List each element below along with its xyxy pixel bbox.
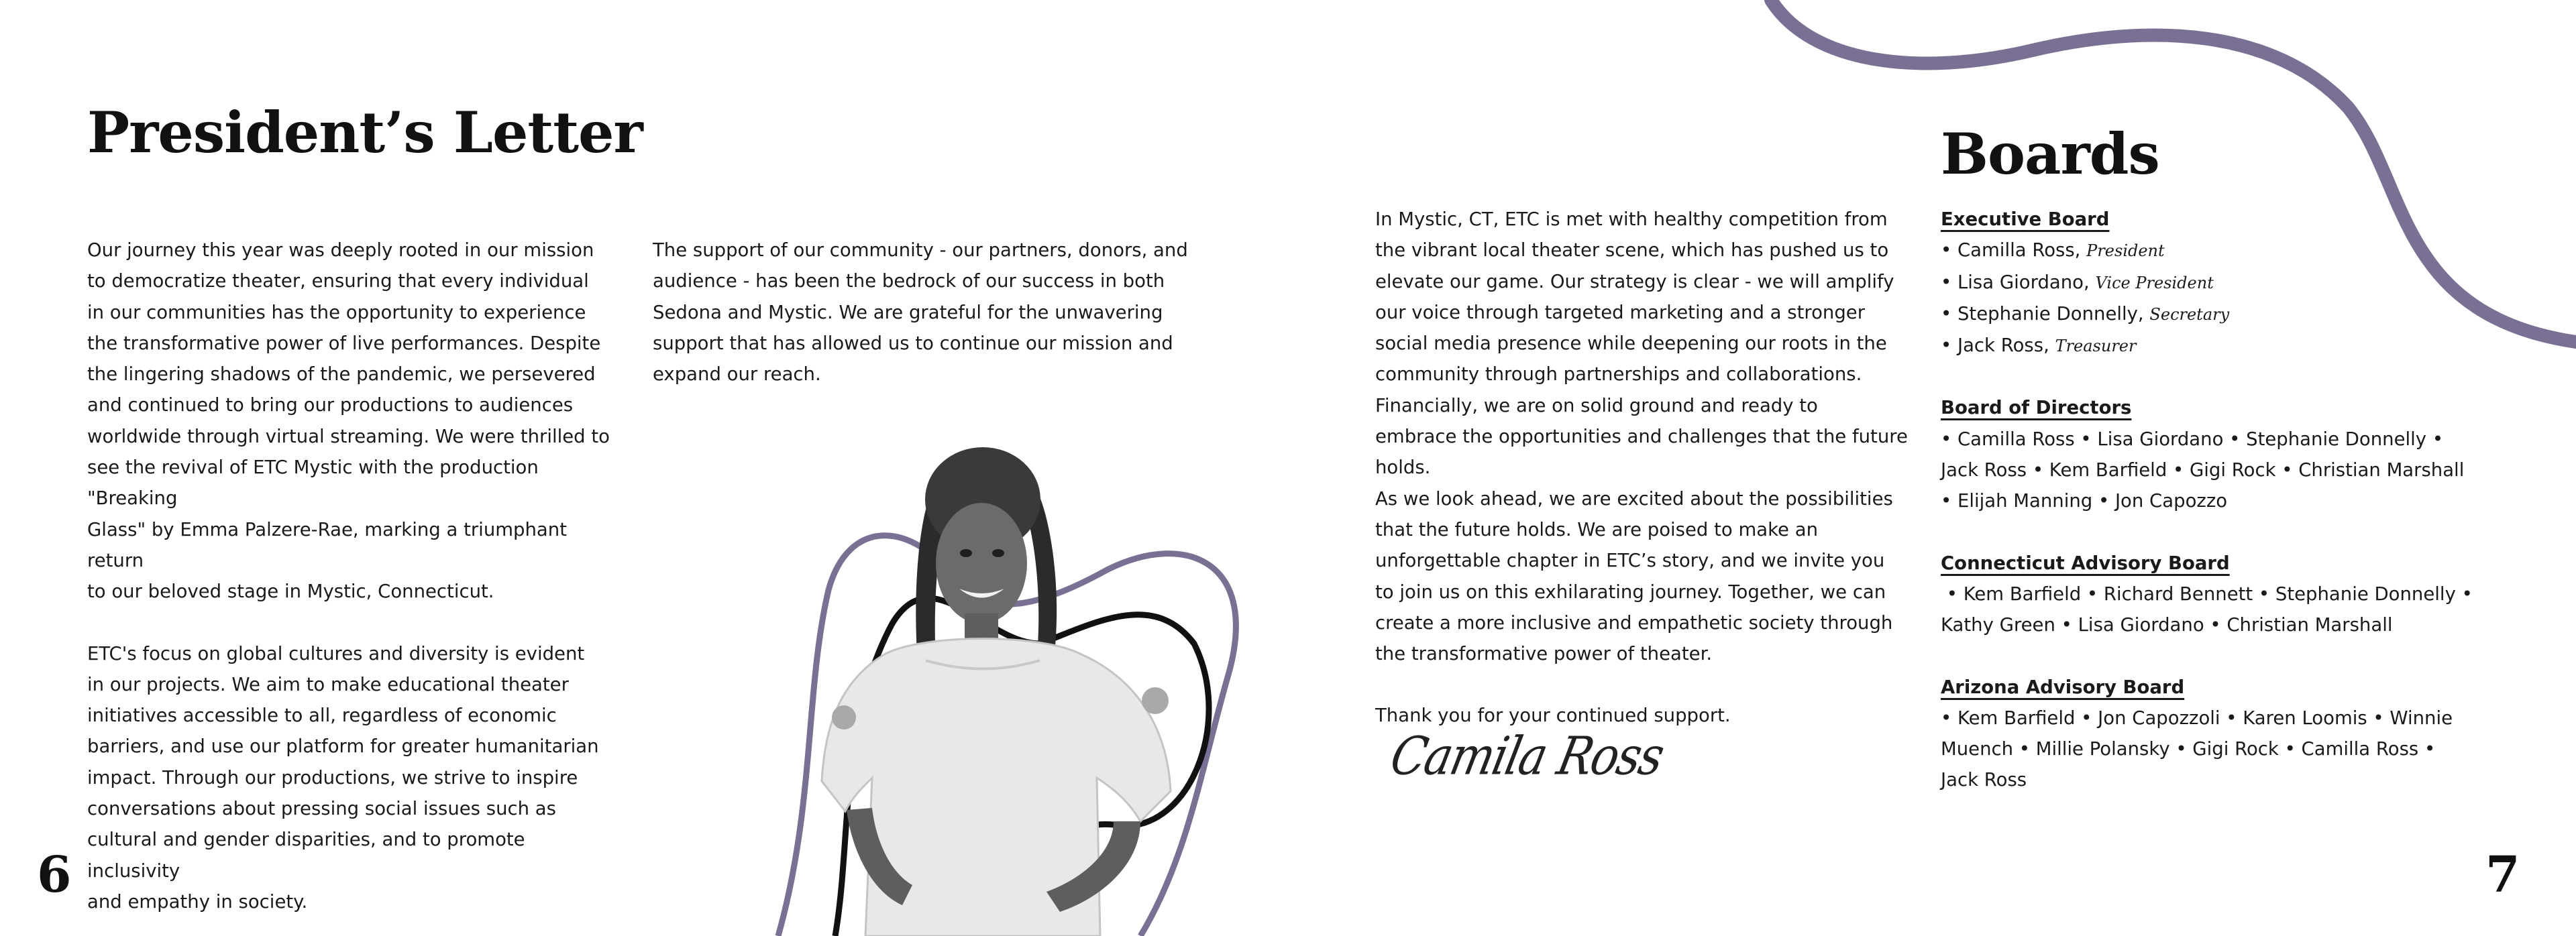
directors-line: • Camilla Ross • Lisa Giordano • Stephanie Donnelly • [1941, 428, 2444, 450]
executive-member: • Camilla Ross, President [1941, 239, 2165, 261]
closing-line: Thank you for your continued support. [1375, 705, 1731, 727]
connecticut-board-heading: Connecticut Advisory Board [1941, 552, 2230, 574]
letter-paragraph-1: Our journey this year was deeply rooted in our mission to democratize theater, ensuring that every individual in our communities has the opportunity to experience the transformative power of live performances. Despite the lingering shadows of the pandemic, we persevered and continued to bring our productions to audiences worldwide through virtual streaming. We were thrilled to see the revival of ETC Mystic with the production "Breaking Glass" by Emma Palzere-Rae, marking a triumphant return to our beloved stage in Mystic, Connecticut. [87, 239, 610, 603]
boards-title: Boards [1941, 121, 2159, 187]
arizona-line: • Kem Barfield • Jon Capozzoli • Karen Loomis • Winnie [1941, 707, 2453, 729]
connecticut-line: • Kem Barfield • Richard Bennett • Stephanie Donnelly • [1941, 583, 2473, 605]
letter-column-2 [653, 235, 1189, 390]
directors-line: • Elijah Manning • Jon Capozzo [1941, 490, 2228, 512]
letter-paragraph-4: In Mystic, CT, ETC is met with healthy competition from the vibrant local theater scene, which has pushed us to elevate our game. Our strategy is clear - we will amplify our voice through targeted marketing and a stronger social media presence while deepening our roots in the community through partnerships and collaborations. Financially, we are on solid ground and ready to embrace the opportunities and challenges that the future holds. As we look ahead, we are excited about the possibilities that the future holds. We are poised to make an unforgettable chapter in ETC’s story, and we invite you to join us on this exhilarating journey. Together, we can create a more inclusive and empathetic society through the transformative power of theater. [1375, 209, 1908, 665]
letter-paragraph-2: ETC's focus on global cultures and diversity is evident in our projects. We aim to make educational theater initiatives accessible to all, regardless of economic barriers, and use our platform for greater humanitarian impact. Through our productions, we strive to inspire conversations about pressing social issues such as cultural and gender disparities, and to promote inclusivity and empathy in society. [87, 642, 599, 913]
executive-member: • Jack Ross, Treasurer [1941, 335, 2137, 357]
arizona-board-heading: Arizona Advisory Board [1941, 676, 2185, 698]
executive-board-heading: Executive Board [1941, 209, 2110, 230]
signature: Camila Ross [1385, 726, 1668, 787]
arizona-line: Muench • Millie Polansky • Gigi Rock • Camilla Ross • [1941, 738, 2436, 760]
boards-list [1941, 204, 2544, 796]
directors-heading: Board of Directors [1941, 397, 2132, 419]
letter-column-1 [87, 235, 610, 917]
letter-paragraph-3: The support of our community - our partners, donors, and audience - has been the bedrock of our success in both Sedona and Mystic. We are grateful for the unwavering support that has allowed us to continue our mission and expand our reach. [653, 239, 1188, 386]
directors-line: Jack Ross • Kem Barfield • Gigi Rock • Christian Marshall [1941, 459, 2465, 481]
arizona-line: Jack Ross [1941, 769, 2027, 791]
page-number-left: 6 [37, 846, 72, 904]
page-title: President’s Letter [87, 99, 643, 166]
page-number-right: 7 [2485, 846, 2520, 904]
executive-member: • Lisa Giordano, Vice President [1941, 271, 2214, 293]
connecticut-line: Kathy Green • Lisa Giordano • Christian Marshall [1941, 614, 2393, 636]
letter-column-3 [1375, 204, 1912, 732]
executive-member: • Stephanie Donnelly, Secretary [1941, 302, 2230, 325]
